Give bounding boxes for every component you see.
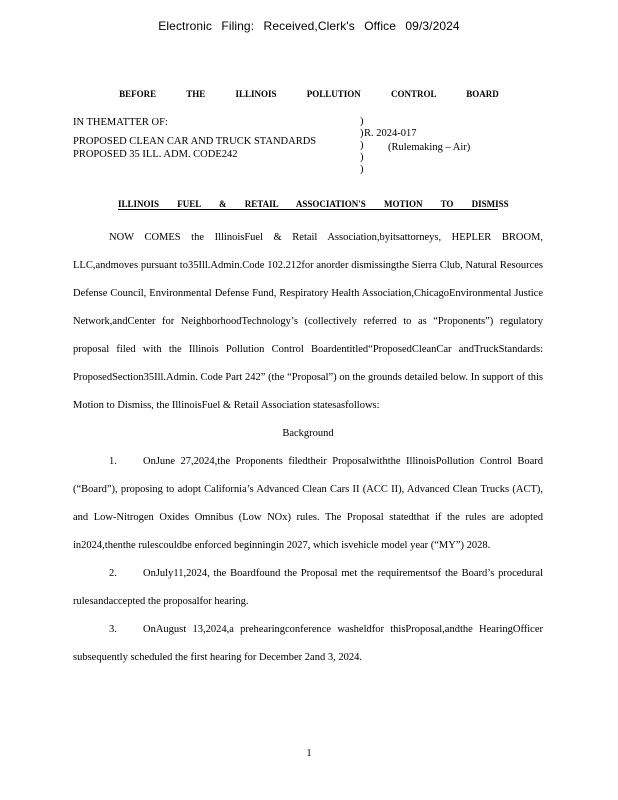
section-heading: Background — [282, 428, 334, 439]
rulemaking-type: (Rulemaking – Air) — [388, 142, 471, 153]
filing-stamp-header: Electronic Filing: Received,Clerk's Office 09/3/2024 — [158, 19, 460, 33]
caption-paren: ) — [360, 128, 364, 139]
page-number: 1 — [306, 748, 312, 759]
numbered-paragraph — [73, 448, 543, 560]
document-body — [73, 224, 543, 672]
intro-paragraph: NOW COMES the IllinoisFuel & Retail Association,byitsattorneys, HEPLER BROOM, LLC,andmoves pursuant to35Ill.Admin.Code 102.212for anorder dismissingthe Sierra Club, Natural Resources Defense Council, Environmental Defense Fund, Respiratory Health Association,ChicagoEnvironmental Justice Network,andCenter for NeighborhoodTechnology’s (collectively referred to as “Proponents”) regulatory proposal filed with the Illinois Pollution Control Boardentitled“ProposedCleanCar andTruckStandards: ProposedSection35Ill.Admin. Code Part 242” (the “Proposal”) on the grounds detailed below. In support of this Motion to Dismiss, the IllinoisFuel & Retail Association statesasfollows: — [73, 232, 543, 411]
case-caption-right — [364, 127, 470, 155]
caption-paren: ) — [360, 116, 364, 127]
caption-paren: ) — [360, 140, 364, 151]
caption-matter: IN THEMATTER OF: — [73, 117, 168, 128]
paragraph-number: 3. — [109, 624, 117, 635]
docket-number: R. 2024-017 — [364, 128, 417, 139]
caption-parentheses — [360, 116, 364, 176]
numbered-paragraph — [73, 616, 543, 672]
paragraph-text: OnAugust 13,2024,a prehearingconference washeldfor thisProposal,andthe HearingOfficer subsequently scheduled the first hearing for December 2and 3, 2024. — [73, 624, 543, 663]
motion-title: ILLINOIS FUEL & RETAIL ASSOCIATION'S MOTION TO DISMISS — [118, 199, 509, 209]
caption-proposed-code: PROPOSED 35 ILL. ADM. CODE242 — [73, 149, 238, 160]
caption-proposed-title: PROPOSED CLEAN CAR AND TRUCK STANDARDS — [73, 136, 317, 147]
caption-paren: ) — [360, 164, 364, 175]
paragraph-text: OnJuly11,2024, the Boardfound the Proposal met the requirementsof the Board’s procedural rulesandaccepted the proposalfor hearing. — [73, 568, 543, 607]
paragraph-number: 1. — [109, 456, 117, 467]
paragraph-number: 2. — [109, 568, 117, 579]
case-caption-left — [73, 116, 363, 161]
board-title: BEFORE THE ILLINOIS POLLUTION CONTROL BOARD — [119, 89, 499, 99]
paragraph-text: OnJune 27,2024,the Proponents filedtheir Proposalwiththe IllinoisPollution Control Board (“Board”), proposing to adopt California’s Advanced Clean Cars II (ACC II), Advanced Clean Trucks (ACT), and Low-Nitrogen Oxides Omnibus (Low NOx) rules. The Proposal statedthat if the rules are adopted in2024,thenthe rulescouldbe enforced beginningin 2027, which isvehicle model year (“MY”) 2028. — [73, 456, 543, 551]
caption-paren: ) — [360, 152, 364, 163]
numbered-paragraph — [73, 560, 543, 616]
